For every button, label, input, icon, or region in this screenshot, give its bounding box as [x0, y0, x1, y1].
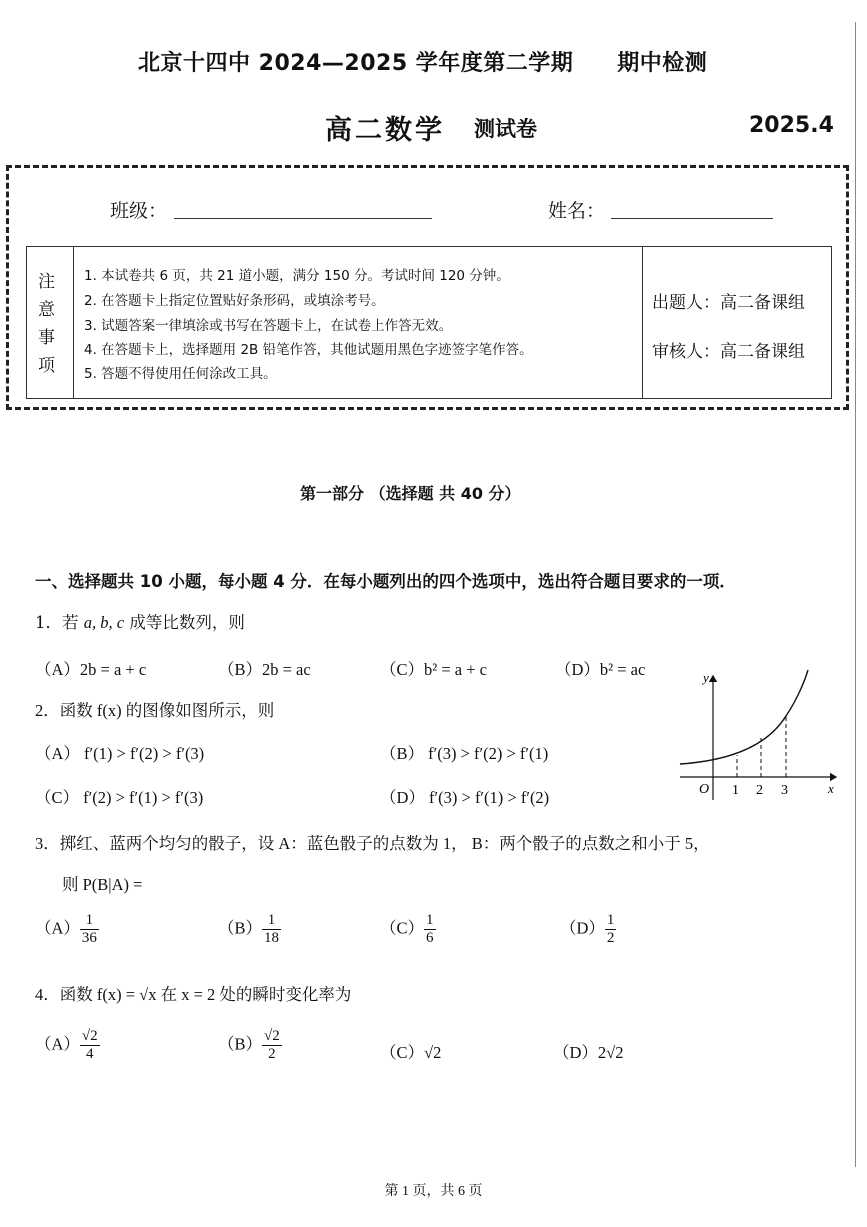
question-2-function-graph [676, 666, 846, 806]
reviewer-label: 审核人：高二备课组 [652, 342, 805, 362]
graph-y-label: y [703, 670, 709, 685]
question-3-stem-line1: 3．掷红、蓝两个均匀的骰子，设 A：蓝色骰子的点数为 1， B：两个骰子的点数之和小于 5， [35, 834, 710, 853]
question-4-stem: 4．函数 f(x) = √x 在 x = 2 处的瞬时变化率为 [35, 985, 352, 1004]
question-1-stem: 1．若 a, b, c 成等比数列，则 [35, 613, 245, 632]
question-1-option-c[interactable]: （C）b² = a + c [380, 660, 487, 679]
page-footer: 第 1 页，共 6 页 [384, 1184, 483, 1199]
fraction: $\frac{√2}{4}$ [81, 1028, 98, 1063]
notice-side-char: 事 [38, 328, 55, 348]
question-4-option-d[interactable]: （D）2√2 [553, 1043, 624, 1062]
notice-side-char: 项 [38, 356, 55, 376]
graph-x-label: x [828, 781, 834, 796]
notice-side-char: 注 [38, 272, 55, 292]
question-4-option-a[interactable]: （A） $\frac{√2}{4}$ [35, 1028, 98, 1063]
paper-type: 测试卷 [474, 117, 537, 141]
question-2-stem: 2．函数 f(x) 的图像如图所示，则 [35, 701, 275, 720]
part-title: 第一部分 （选择题 共 40 分） [300, 484, 521, 503]
right-margin-rule [855, 22, 856, 1167]
question-2-option-a[interactable]: （A） f′(1) > f′(2) > f′(3) [35, 744, 205, 763]
fraction: $\frac{1}{6}$ [426, 912, 434, 947]
question-2-option-b[interactable]: （B） f′(3) > f′(2) > f′(1) [380, 744, 549, 763]
name-label: 姓名： [548, 200, 606, 222]
question-3-option-a[interactable]: （A） $\frac{1}{36}$ [35, 912, 97, 947]
notice-item: 5. 答题不得使用任何涂改工具。 [84, 366, 277, 382]
notice-item: 3. 试题答案一律填涂或书写在答题卡上，在试卷上作答无效。 [84, 318, 453, 334]
graph-origin-label: O [699, 782, 710, 797]
school-title [138, 46, 707, 77]
notice-side-char: 意 [38, 300, 55, 320]
question-3-option-c[interactable]: （C） $\frac{1}{6}$ [380, 912, 434, 947]
graph-tick-label: 2 [756, 783, 763, 798]
fraction: $\frac{√2}{2}$ [264, 1028, 280, 1063]
graph-curve [680, 670, 808, 764]
notice-item: 4. 在答题卡上，选择题用 2B 铅笔作答，其他试题用黑色字迹签字笔作答。 [84, 342, 533, 358]
setter-label: 出题人：高二备课组 [652, 293, 805, 313]
graph-tick-label: 3 [781, 783, 788, 798]
question-4-option-b[interactable]: （B） $\frac{√2}{2}$ [218, 1028, 280, 1063]
question-3-stem-line2: 则 P(B|A) = [62, 875, 143, 894]
notice-item: 1. 本试卷共 6 页，共 21 道小题，满分 150 分。考试时间 120 分钟。 [84, 268, 510, 284]
fraction: $\frac{1}{2}$ [606, 912, 615, 947]
subject-title: 高二数学 [325, 115, 445, 146]
name-blank [611, 218, 773, 219]
graph-tick-label: 1 [732, 783, 739, 798]
question-1-option-b[interactable]: （B）2b = ac [218, 660, 311, 679]
fraction: $\frac{1}{36}$ [81, 912, 97, 947]
question-2-option-c[interactable]: （C） f′(2) > f′(1) > f′(3) [35, 788, 204, 807]
section-title: 一、选择题共 10 小题，每小题 4 分．在每小题列出的四个选项中，选出符合题目要求的一项． [35, 572, 736, 591]
class-label: 班级： [110, 200, 168, 222]
school-title-exam: 期中检测 [617, 51, 708, 76]
class-blank [174, 218, 432, 219]
fraction: $\frac{1}{18}$ [264, 912, 280, 947]
question-3-option-d[interactable]: （D） $\frac{1}{2}$ [560, 912, 615, 947]
question-1-option-a[interactable]: （A）2b = a + c [35, 660, 147, 679]
question-4-option-c[interactable]: （C）√2 [380, 1043, 442, 1062]
notice-staff-cell [642, 246, 832, 399]
question-2-option-d[interactable]: （D） f′(3) > f′(1) > f′(2) [380, 788, 550, 807]
exam-date: 2025.4 [749, 113, 834, 138]
question-1-option-d[interactable]: （D）b² = ac [555, 660, 646, 679]
question-3-option-b[interactable]: （B） $\frac{1}{18}$ [218, 912, 280, 947]
notice-item: 2. 在答题卡上指定位置贴好条形码，或填涂考号。 [84, 293, 385, 309]
school-title-term: 北京十四中 2024—2025 学年度第二学期 [138, 51, 574, 76]
